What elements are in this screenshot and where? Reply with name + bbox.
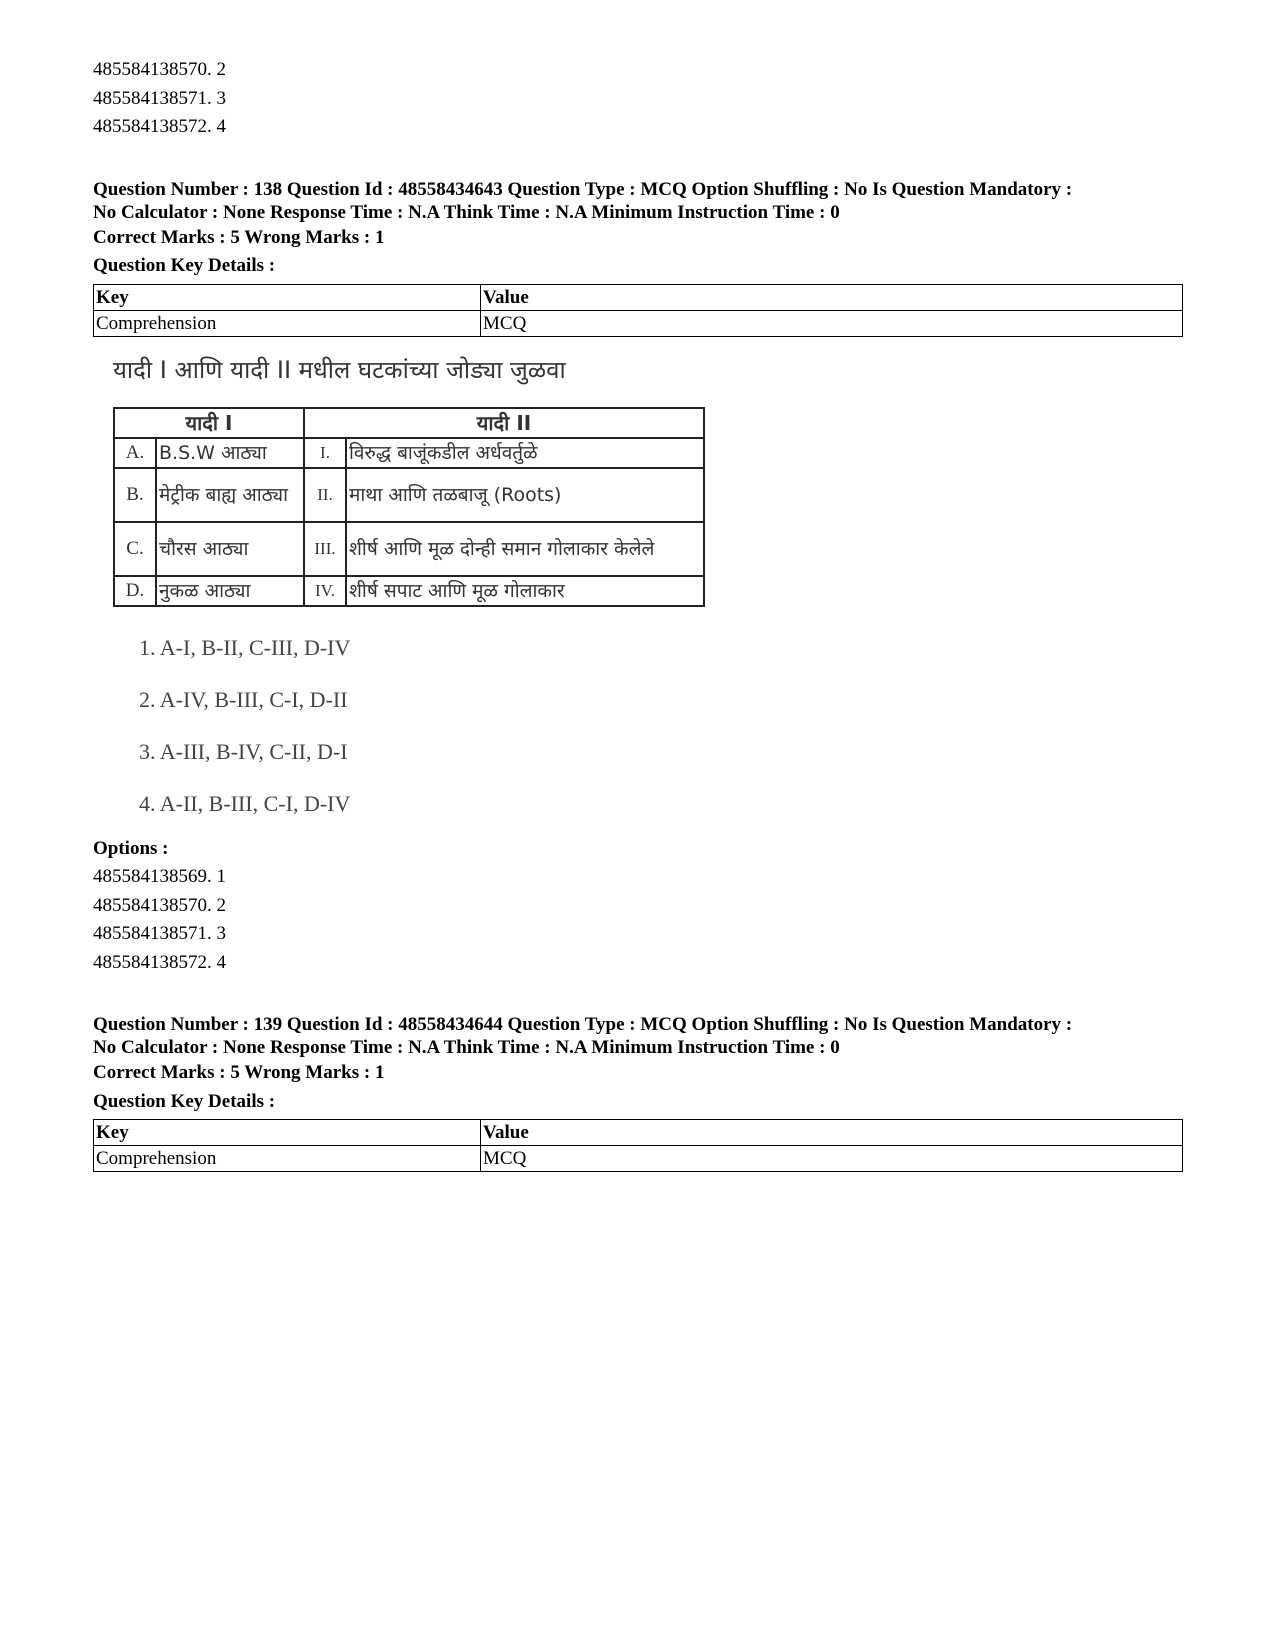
table-row — [94, 284, 1183, 310]
row-numeral: I. — [304, 438, 346, 468]
option-line: 485584138572. 4 — [93, 116, 226, 137]
question-header-line1: Question Number : 138 Question Id : 48558434643 Question Type : MCQ Option Shuffling : No Is Question Mandatory : — [93, 178, 1073, 200]
value-header: Value — [481, 1120, 1183, 1146]
list-1-header: यादी I — [114, 408, 304, 438]
question-139 — [93, 1013, 1183, 1172]
option-line: 485584138572. 4 — [93, 951, 226, 973]
question-marks: Correct Marks : 5 Wrong Marks : 1 — [93, 226, 385, 248]
row-numeral: III. — [304, 522, 346, 576]
row-description: शीर्ष आणि मूळ दोन्ही समान गोलाकार केलेले — [346, 522, 704, 576]
previous-options — [93, 56, 1183, 142]
value-cell: MCQ — [481, 310, 1183, 336]
match-header-row — [114, 408, 704, 438]
row-letter: C. — [114, 522, 156, 576]
key-cell: Comprehension — [94, 1146, 481, 1172]
table-row — [94, 1120, 1183, 1146]
question-138 — [93, 178, 1183, 978]
row-letter: A. — [114, 438, 156, 468]
row-item: चौरस आठ्या — [156, 522, 304, 576]
table-row — [94, 1146, 1183, 1172]
key-cell: Comprehension — [94, 310, 481, 336]
option-line: 485584138569. 1 — [93, 866, 226, 887]
question-header-line2: No Calculator : None Response Time : N.A Think Time : N.A Minimum Instruction Time : 0 — [93, 201, 840, 223]
option-line: 485584138571. 3 — [93, 923, 226, 944]
question-header-line2: No Calculator : None Response Time : N.A Think Time : N.A Minimum Instruction Time : 0 — [93, 1037, 840, 1058]
document-page — [93, 56, 1183, 1172]
option-line: 485584138570. 2 — [93, 894, 226, 916]
answer-choice: 3. A-III, B-IV, C-II, D-I — [139, 738, 348, 764]
question-key-table — [93, 284, 1183, 337]
value-header: Value — [481, 284, 1183, 310]
row-item: मेट्रीक बाह्य आठ्या — [156, 468, 304, 522]
match-row — [114, 576, 704, 606]
key-header: Key — [94, 284, 481, 310]
row-numeral: IV. — [304, 576, 346, 606]
question-marks: Correct Marks : 5 Wrong Marks : 1 — [93, 1062, 385, 1083]
row-letter: B. — [114, 468, 156, 522]
row-numeral: II. — [304, 468, 346, 522]
match-row — [114, 438, 704, 468]
option-line: 485584138571. 3 — [93, 87, 226, 109]
option-line: 485584138570. 2 — [93, 59, 226, 80]
answer-choice: 1. A-I, B-II, C-III, D-IV — [139, 634, 351, 660]
list-2-header: यादी II — [304, 408, 704, 438]
match-table — [113, 407, 705, 607]
key-header: Key — [94, 1120, 481, 1146]
row-letter: D. — [114, 576, 156, 606]
answer-choice: 4. A-II, B-III, C-I, D-IV — [139, 790, 351, 816]
question-key-details-label: Question Key Details : — [93, 255, 276, 276]
row-item: B.S.W आठ्या — [156, 438, 304, 468]
question-image — [93, 345, 813, 835]
row-description: विरुद्ध बाजूंकडील अर्धवर्तुळे — [346, 438, 704, 468]
value-cell: MCQ — [481, 1146, 1183, 1172]
question-prompt: यादी I आणि यादी II मधील घटकांच्या जोड्या जुळवा — [113, 355, 566, 384]
options-label: Options : — [93, 837, 169, 859]
row-description: शीर्ष सपाट आणि मूळ गोलाकार — [346, 576, 704, 606]
table-row — [94, 310, 1183, 336]
question-key-details-label: Question Key Details : — [93, 1090, 276, 1112]
question-header-line1: Question Number : 139 Question Id : 48558434644 Question Type : MCQ Option Shuffling : No Is Question Mandatory : — [93, 1014, 1073, 1035]
match-row — [114, 468, 704, 522]
question-key-table — [93, 1119, 1183, 1172]
match-row — [114, 522, 704, 576]
row-item: नुकळ आठ्या — [156, 576, 304, 606]
row-description: माथा आणि तळबाजू (Roots) — [346, 468, 704, 522]
answer-choice: 2. A-IV, B-III, C-I, D-II — [139, 686, 348, 712]
